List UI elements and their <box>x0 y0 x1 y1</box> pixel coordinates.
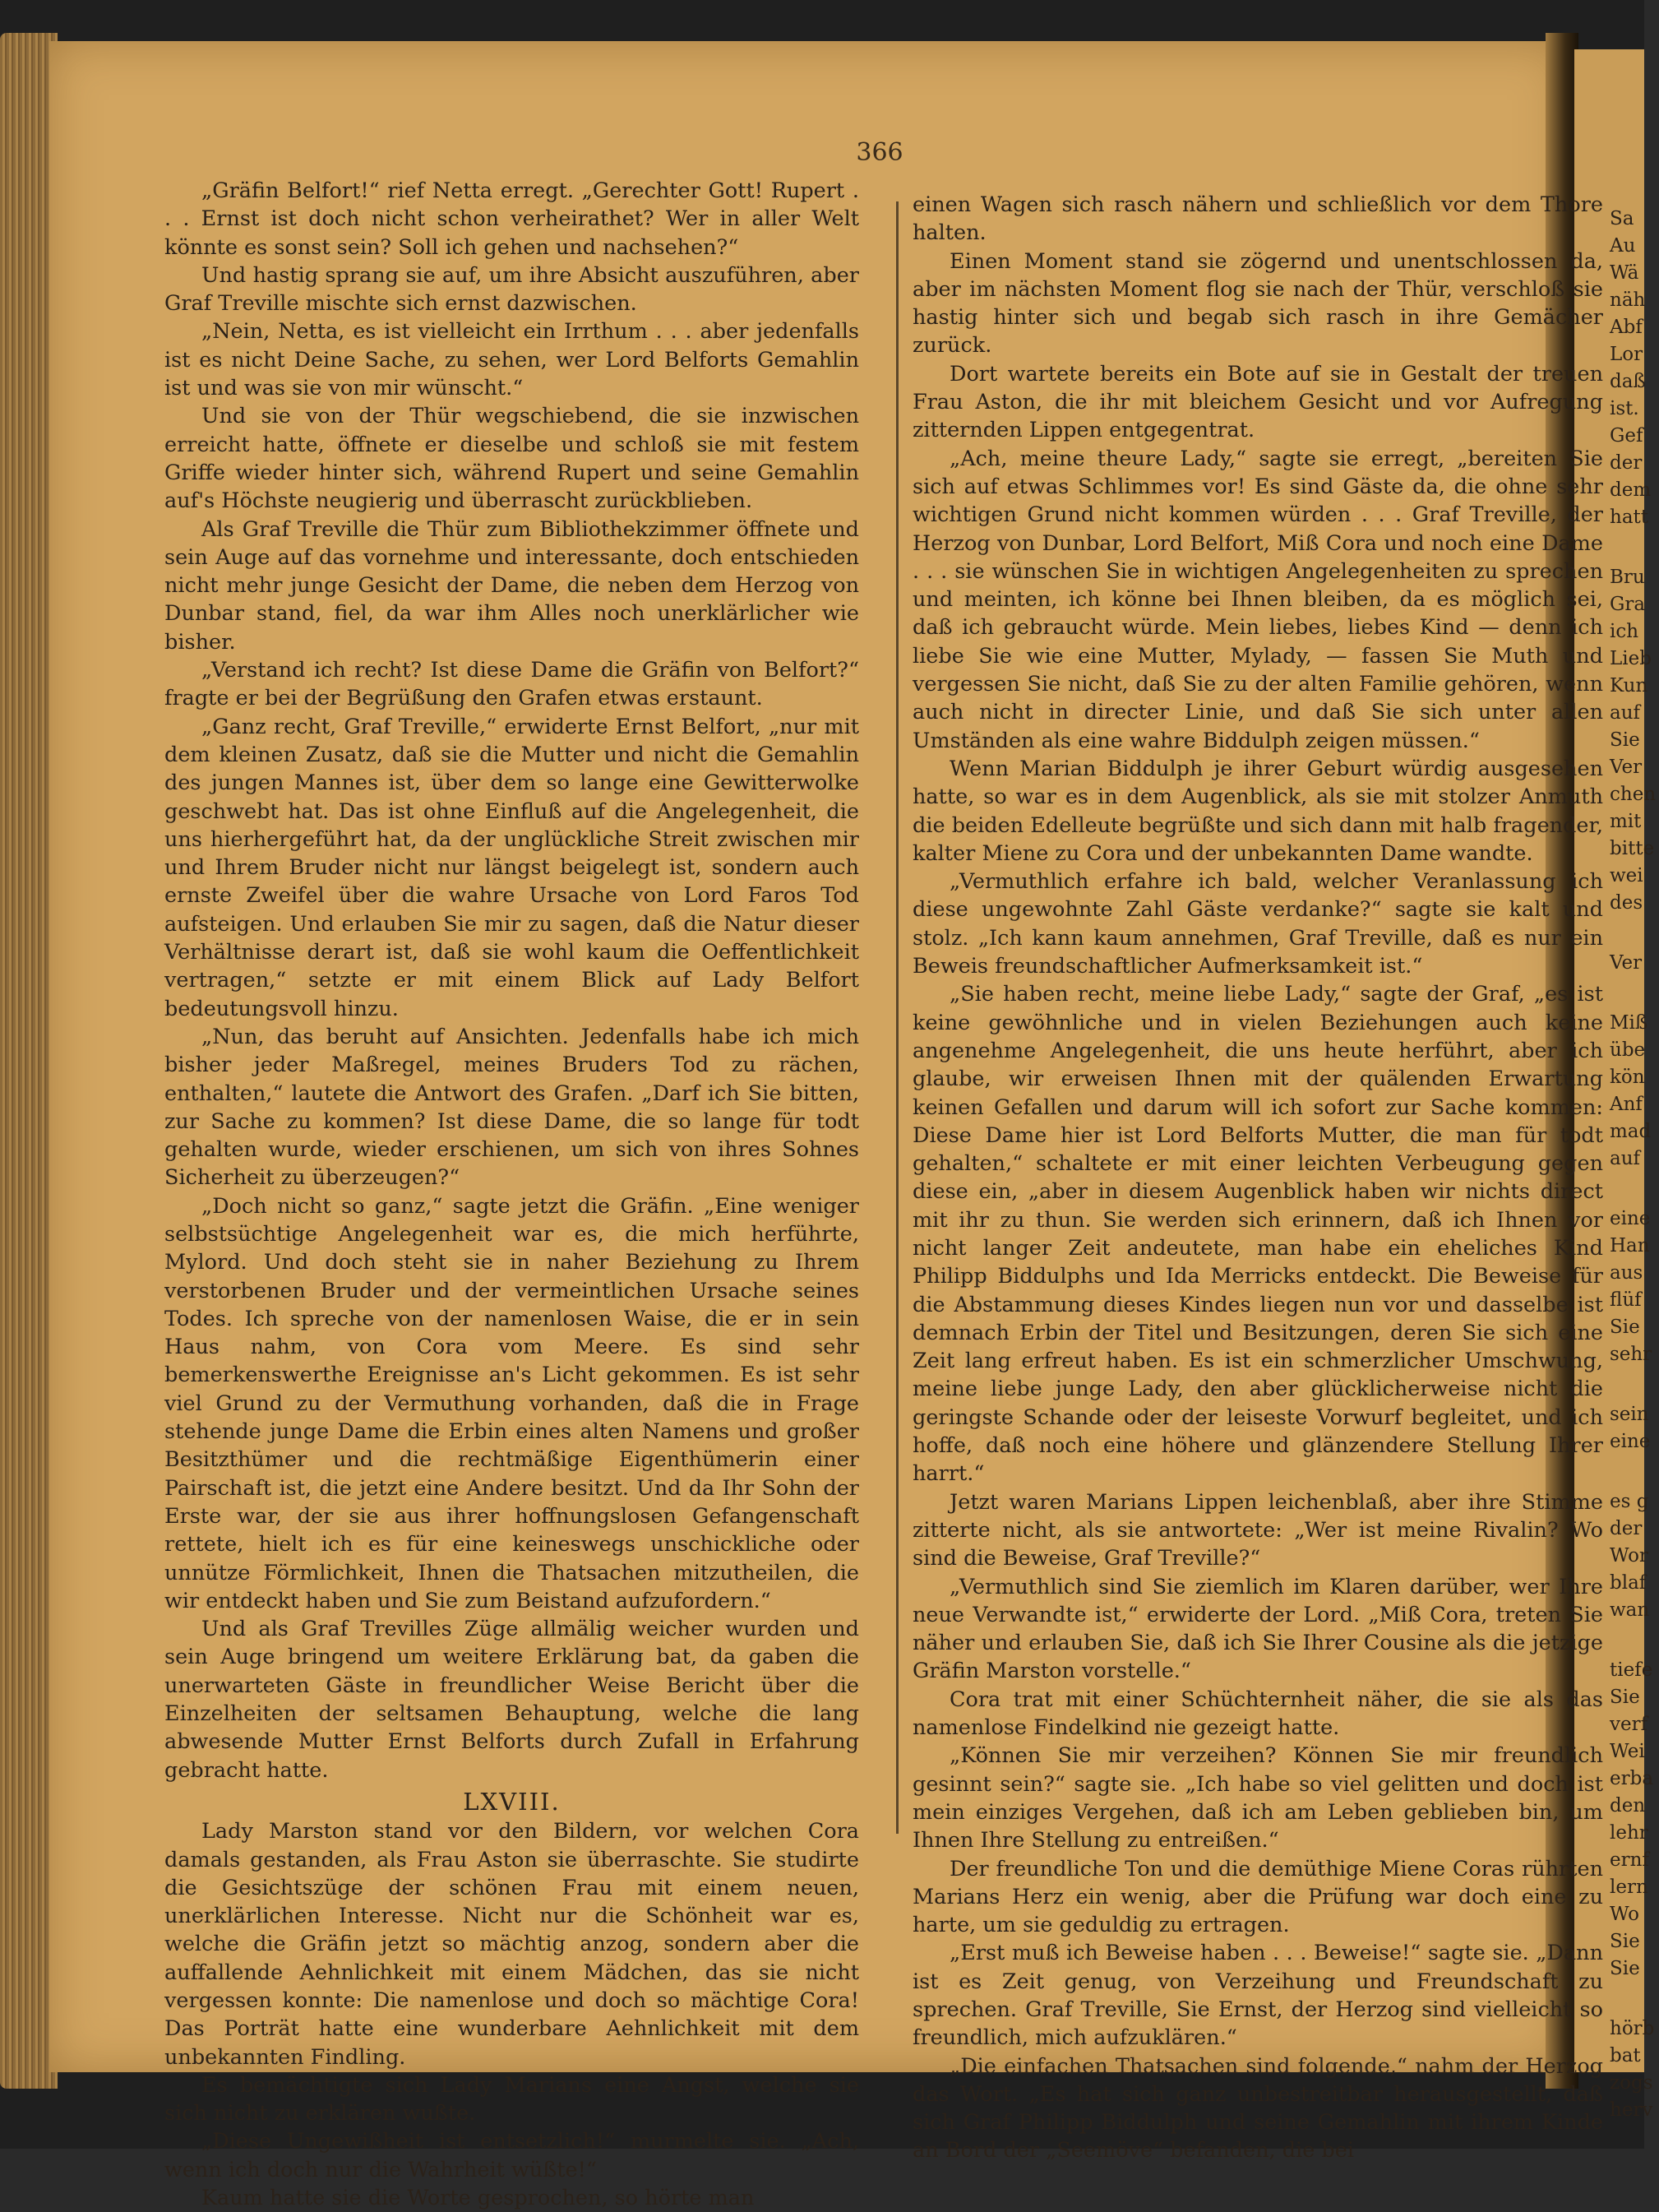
paragraph: Jetzt waren Marians Lippen leichenblaß, aber ihre Stimme zitterte nicht, als sie antwortete: „Wer ist meine Rivalin? Wo sind die Beweise, Graf Treville?“ <box>913 1489 1603 1571</box>
paragraph: Und hastig sprang sie auf, um ihre Absicht auszuführen, aber Graf Treville mischte sich ernst dazwischen. <box>164 262 859 317</box>
paragraph: Kaum hatte sie die Worte gesprochen, so hörte man <box>201 2186 755 2211</box>
right-column <box>913 191 1603 2165</box>
paragraph: Der freundliche Ton und die demüthige Miene Coras rührten Marians Herz ein wenig, aber die Prüfung war doch eine zu harte, um sie geduldig zu ertragen. <box>913 1856 1603 1938</box>
edge-fragment: mit <box>1610 811 1642 832</box>
edge-fragment: Sa <box>1610 208 1634 229</box>
paragraph: „Die einfachen Thatsachen sind folgende,“ nahm der Herzog das Wort. „Es hat sich ganz unbestreitbar herausgestellt, daß sich Graf Philipp Biddulph und seine Gemahlin mit ihrem Kinde an Bord der „Seemöve“ befanden, die bei <box>913 2053 1603 2163</box>
edge-fragment <box>1610 1983 1659 2015</box>
edge-fragment <box>1610 1624 1659 1657</box>
edge-fragment: Sie <box>1610 1958 1640 1979</box>
edge-fragment: sehr <box>1610 1344 1652 1365</box>
edge-fragment: Sie <box>1610 1931 1640 1952</box>
edge-fragment: Ver <box>1610 757 1643 778</box>
paragraph: „Vermuthlich erfahre ich bald, welcher Veranlassung ich diese ungewohnte Zahl Gäste verdanke?“ sagte sie kalt und stolz. „Ich kann kaum annehmen, Graf Treville, daß es nur ein Beweis freundschaftlicher Aufmerksamkeit ist.“ <box>913 869 1603 979</box>
edge-fragment: bat <box>1610 2045 1641 2066</box>
edge-fragment: lehr <box>1610 1822 1648 1844</box>
edge-fragment: des <box>1610 892 1643 914</box>
edge-fragment: Sie <box>1610 1317 1640 1338</box>
edge-fragment: Sie <box>1610 729 1640 751</box>
edge-fragment: Wei <box>1610 1741 1645 1762</box>
edge-fragment: dem <box>1610 479 1652 501</box>
chapter-heading: LXVIII. <box>463 1787 561 1816</box>
paragraph: Und sie von der Thür wegschiebend, die sie inzwischen erreicht hatte, öffnete er dieselbe und schloß sie mit festem Griffe wieder hinter sich, während Rupert und seine Gemahlin auf's Höchste neugierig und überrascht zurückblieben. <box>164 404 859 514</box>
edge-fragment: ist. <box>1610 398 1639 419</box>
edge-fragment: Lor <box>1610 344 1643 365</box>
edge-fragment: eine <box>1610 1431 1651 1452</box>
paragraph: „Ach, meine theure Lady,“ sagte sie erregt, „bereiten Sie sich auf etwas Schlimmes vor! Es sind Gäste da, die ohne sehr wichtigen Grund nicht kommen würden . . . Graf Treville, der Herzog von Dunbar, Lord Belfort, Miß Cora und noch eine Dame . . . sie wünschen Sie in wichtigen Angelegenheiten zu sprechen und meinten, ich könne bei Ihnen bleiben, da es möglich sei, daß ich gebraucht würde. Mein liebes, liebes Kind — denn ich liebe Sie wie eine Mutter, Mylady, — fassen Sie Muth und vergessen Sie nicht, daß Sie zu der alten Familie gehören, wenn auch nicht in directer Linie, und daß Sie sich unter allen Umständen als eine wahre Biddulph zeigen müssen.“ <box>913 446 1603 753</box>
edge-fragment: Miß <box>1610 1012 1648 1034</box>
paragraph: „Können Sie mir verzeihen? Können Sie mir freundlich gesinnt sein?“ sagte sie. „Ich habe so viel gelitten und doch ist mein einziges Vergehen, daß ich am Leben geblieben bin, um Ihnen Ihre Stellung zu entreißen.“ <box>913 1743 1603 1853</box>
edge-fragment: blaf <box>1610 1572 1647 1594</box>
paragraph: „Diese Ungewißheit ist entsetzlich!“ murmelte sie. „Ach, wenn ich doch nur die Wahrheit wüßte!“ <box>164 2129 859 2182</box>
edge-fragment: der <box>1610 452 1643 474</box>
paragraph: „Nein, Netta, es ist vielleicht ein Irrthum . . . aber jedenfalls ist es nicht Deine Sache, zu sehen, wer Lord Belforts Gemahlin ist und was sie von mir wünscht.“ <box>164 319 859 401</box>
paragraph: „Doch nicht so ganz,“ sagte jetzt die Gräfin. „Eine weniger selbstsüchtige Angelegenheit war es, die mich herführte, Mylord. Und doch steht sie in naher Beziehung zu Ihrem verstorbenen Bruder und der vermeintlichen Ursache seines Todes. Ich spreche von der namenlosen Waise, die er in sein Haus nahm, von Cora vom Meere. Es sind sehr bemerkenswerthe Ereignisse an's Licht gekommen. Es ist sehr viel Grund zu der Vermuthung vorhanden, daß die in Frage stehende junge Dame die Erbin eines alten Namens und großer Besitzthümer und die rechtmäßige Eigenthümerin einer Pairschaft ist, die jetzt eine Andere besitzt. Und da Ihr Sohn der Erste war, der sie aus ihrer hoffnungslosen Gefangenschaft rettete, hielt ich es für eine keineswegs unschickliche oder unnütze Förmlichkeit, Ihnen die Thatsachen mitzutheilen, die wir entdeckt haben und Sie zum Beistand aufzufordern.“ <box>164 1193 859 1613</box>
paragraph: „Verstand ich recht? Ist diese Dame die Gräfin von Belfort?“ fragte er bei der Begrüßung den Grafen etwas erstaunt. <box>164 658 859 711</box>
edge-fragment <box>1610 531 1659 564</box>
left-column-paragraphs <box>164 177 859 1784</box>
edge-fragment: es g <box>1610 1491 1649 1512</box>
paragraph: Und als Graf Trevilles Züge allmälig weicher wurden und sein Auge bringend um weitere Erklärung bat, da gaben die unerwarteten Gäste in freundlicher Weise Bericht über die Einzelheiten der seltsamen Behauptung, welche die lang abwesende Mutter Ernst Belforts durch Zufall in Erfahrung gebracht hatte. <box>164 1617 859 1783</box>
edge-fragment: Wo <box>1610 1904 1639 1925</box>
edge-fragment: Au <box>1610 235 1636 257</box>
edge-fragment: den <box>1610 1795 1646 1816</box>
paragraph: „Ganz recht, Graf Treville,“ erwiderte Ernst Belfort, „nur mit dem kleinen Zusatz, daß sie die Mutter und nicht die Gemahlin des jungen Mannes ist, über dem so lange eine Gewitterwolke geschwebt hat. Das ist ohne Einfluß auf die Angelegenheit, die uns hierhergeführt hat, da der unglückliche Streit zwischen mir und Ihrem Bruder nicht nur längst beigelegt ist, sondern auch ernste Zweifel über die wahre Ursache von Lord Faros Tod aufsteigen. Und erlauben Sie mir zu sagen, daß die Natur dieser Verhältnisse derart ist, daß sie wohl kaum die Oeffentlichkeit vertragen,“ setzte er mit einem Blick auf Lady Belfort bedeutungsvoll hinzu. <box>164 714 859 1021</box>
edge-fragment <box>1610 1173 1659 1205</box>
paragraph: „Vermuthlich sind Sie ziemlich im Klaren darüber, wer Ihre neue Verwandte ist,“ erwiderte der Lord. „Miß Cora, treten Sie näher und erlauben Sie, daß ich Sie Ihrer Cousine als die jetzige Gräfin Marston vorstelle.“ <box>913 1574 1603 1684</box>
edge-fragment <box>1610 917 1659 950</box>
edge-fragment: Wor <box>1610 1545 1648 1566</box>
edge-fragment: lern <box>1610 1876 1648 1898</box>
edge-fragment: Abf <box>1610 317 1643 338</box>
paragraph: Einen Moment stand sie zögernd und unentschlossen da, aber im nächsten Moment flog sie nach der Thür, verschloß sie hastig hinter sich und begab sich rasch in ihre Gemächer zurück. <box>913 248 1603 359</box>
edge-fragment <box>1610 977 1659 1010</box>
paragraph: „Sie haben recht, meine liebe Lady,“ sagte der Graf, „es ist keine gewöhnliche und in vielen Beziehungen auch keine angenehme Angelegenheit, die uns heute herführt, aber ich glaube, wir erweisen Ihnen mit der quälenden Erwartung keinen Gefallen und darum will ich sofort zur Sache kommen: Diese Dame hier ist Lord Belforts Mutter, die man für todt gehalten,“ schaltete er mit einer leichten Verbeugung gegen diese ein, „aber in diesem Augenblick haben wir nichts direct mit ihr zu thun. Sie werden sich erinnern, daß ich Ihnen vor nicht langer Zeit andeutete, man habe ein eheliches Kind Philipp Biddulphs und Ida Merricks entdeckt. Die Beweise für die Abstammung dieses Kindes liegen nun vor und dasselbe ist demnach Erbin der Titel und Besitzungen, deren Sie sich eine Zeit lang erfreut haben. Es ist ein schmerzlicher Umschwung, meine liebe junge Lady, den aber glücklicherweise nicht die geringste Schande oder der leiseste Vorwurf begleitet, und ich hoffe, daß noch eine höhere und glänzendere Stellung Ihrer harrt.“ <box>913 982 1603 1487</box>
edge-fragment: Bru <box>1610 567 1645 588</box>
edge-fragment: ernf <box>1610 1849 1649 1871</box>
edge-fragment: wan <box>1610 1599 1650 1621</box>
left-column-paragraphs-after <box>164 1817 859 2212</box>
edge-fragment: übe <box>1610 1039 1646 1061</box>
paragraph: Wenn Marian Biddulph je ihrer Geburt würdig ausgesehen hatte, so war es in dem Augenblick, als sie mit stolzer Anmuth die beiden Edelleute begrüßte und sich dann mit halb fragender, kalter Miene zu Cora und der unbekannten Dame wandte. <box>913 756 1603 866</box>
edge-fragment <box>1610 1368 1659 1401</box>
paragraph: einen Wagen sich rasch nähern und schließlich vor dem Thore halten. <box>913 192 1603 246</box>
edge-fragment: verf <box>1610 1714 1648 1735</box>
edge-fragment: sein <box>1610 1404 1649 1425</box>
edge-fragment: flüf <box>1610 1289 1642 1311</box>
edge-fragment: hörb <box>1610 2018 1655 2039</box>
paragraph: Es bemächtigte sich Lady Marians eine Angst, welche sie sich nicht zu erklären wußte. <box>164 2072 859 2126</box>
paragraph: Cora trat mit einer Schüchternheit näher, die sie als das namenlose Findelkind nie gezeigt hatte. <box>913 1687 1603 1741</box>
edge-fragment: kön <box>1610 1067 1645 1088</box>
edge-fragment: Wä <box>1610 262 1639 284</box>
edge-fragment: zogs <box>1610 2072 1653 2094</box>
edge-fragment: herv <box>1610 2099 1653 2121</box>
edge-fragment: wei <box>1610 865 1643 886</box>
edge-fragment: Lieb <box>1610 648 1652 669</box>
edge-fragment: Han <box>1610 1235 1650 1256</box>
page-number: 366 <box>856 138 903 167</box>
paragraph: „Nun, das beruht auf Ansichten. Jedenfalls habe ich mich bisher jeder Maßregel, meines Bruders Tod zu rächen, enthalten,“ lautete die Antwort des Grafen. „Darf ich Sie bitten, zur Sache zu kommen? Ist diese Dame, die so lange für todt gehalten wurde, wieder erschienen, um sich von ihres Sohnes Sicherheit zu überzeugen?“ <box>164 1024 859 1191</box>
right-column-paragraphs <box>913 191 1603 2165</box>
edge-fragment: eine <box>1610 1208 1651 1229</box>
edge-fragment: aus <box>1610 1262 1643 1284</box>
edge-fragment: bitte <box>1610 838 1655 859</box>
edge-fragment: hatt <box>1610 507 1649 528</box>
edge-fragment: ich <box>1610 621 1639 642</box>
edge-fragment: Sie <box>1610 1687 1640 1708</box>
left-column <box>164 177 859 2212</box>
edge-fragment: näh <box>1610 289 1646 311</box>
edge-fragment <box>1610 1455 1659 1488</box>
edge-fragment: auf <box>1610 1148 1641 1169</box>
edge-fragment: daß <box>1610 371 1646 392</box>
edge-fragment: auf <box>1610 702 1641 724</box>
edge-fragment: der <box>1610 1518 1643 1539</box>
edge-fragment: chen <box>1610 784 1657 805</box>
paragraph: Lady Marston stand vor den Bildern, vor welchen Cora damals gestanden, als Frau Aston sie überraschte. Sie studirte die Gesichtszüge der schönen Frau mit einem neuen, unerklärlichen Interesse. Nicht nur die Schönheit war es, welche die Gräfin jetzt so mächtig anzog, sondern aber die auffallende Aehnlichkeit mit einem Mädchen, das sie nicht vergessen konnte: Die namenlose und doch so mächtige Cora! Das Porträt hatte eine wunderbare Aehnlichkeit mit dem unbekannten Findling. <box>164 1819 859 2070</box>
edge-fragment: tiefe <box>1610 1659 1653 1681</box>
paragraph: Als Graf Treville die Thür zum Bibliothekzimmer öffnete und sein Auge auf das vornehme und interessante, doch entschieden nicht mehr junge Gesicht der Dame, die neben dem Herzog von Dunbar stand, fiel, da war ihm Alles noch unerklärlicher wie bisher. <box>164 516 859 655</box>
edge-fragment: mad <box>1610 1121 1652 1142</box>
column-divider <box>896 201 899 1834</box>
paragraph: „Gräfin Belfort!“ rief Netta erregt. „Gerechter Gott! Rupert . . . Ernst ist doch nicht schon verheirathet? Wer in aller Welt könnte es sonst sein? Soll ich gehen und nachsehen?“ <box>164 178 859 260</box>
edge-fragment: Anf <box>1610 1094 1643 1115</box>
paragraph: Dort wartete bereits ein Bote auf sie in Gestalt der treuen Frau Aston, die ihr mit bleichem Gesicht und vor Aufregung zitternden Lippen entgegentrat. <box>913 361 1603 443</box>
edge-fragment: erba <box>1610 1768 1654 1789</box>
edge-fragment: Gef <box>1610 425 1643 447</box>
edge-fragment: Kun <box>1610 675 1648 696</box>
edge-fragment: Gra <box>1610 594 1646 615</box>
paragraph: „Erst muß ich Beweise haben . . . Beweise!“ sagte sie. „Dann ist es Zeit genug, von Verzeihung und Freundschaft zu sprechen. Graf Treville, Sie Ernst, der Herzog sind vielleicht so freundlich, mich aufzuklären.“ <box>913 1941 1603 2051</box>
edge-fragment: Ver <box>1610 952 1643 974</box>
adjacent-page-text-fragments <box>1610 206 1659 2124</box>
